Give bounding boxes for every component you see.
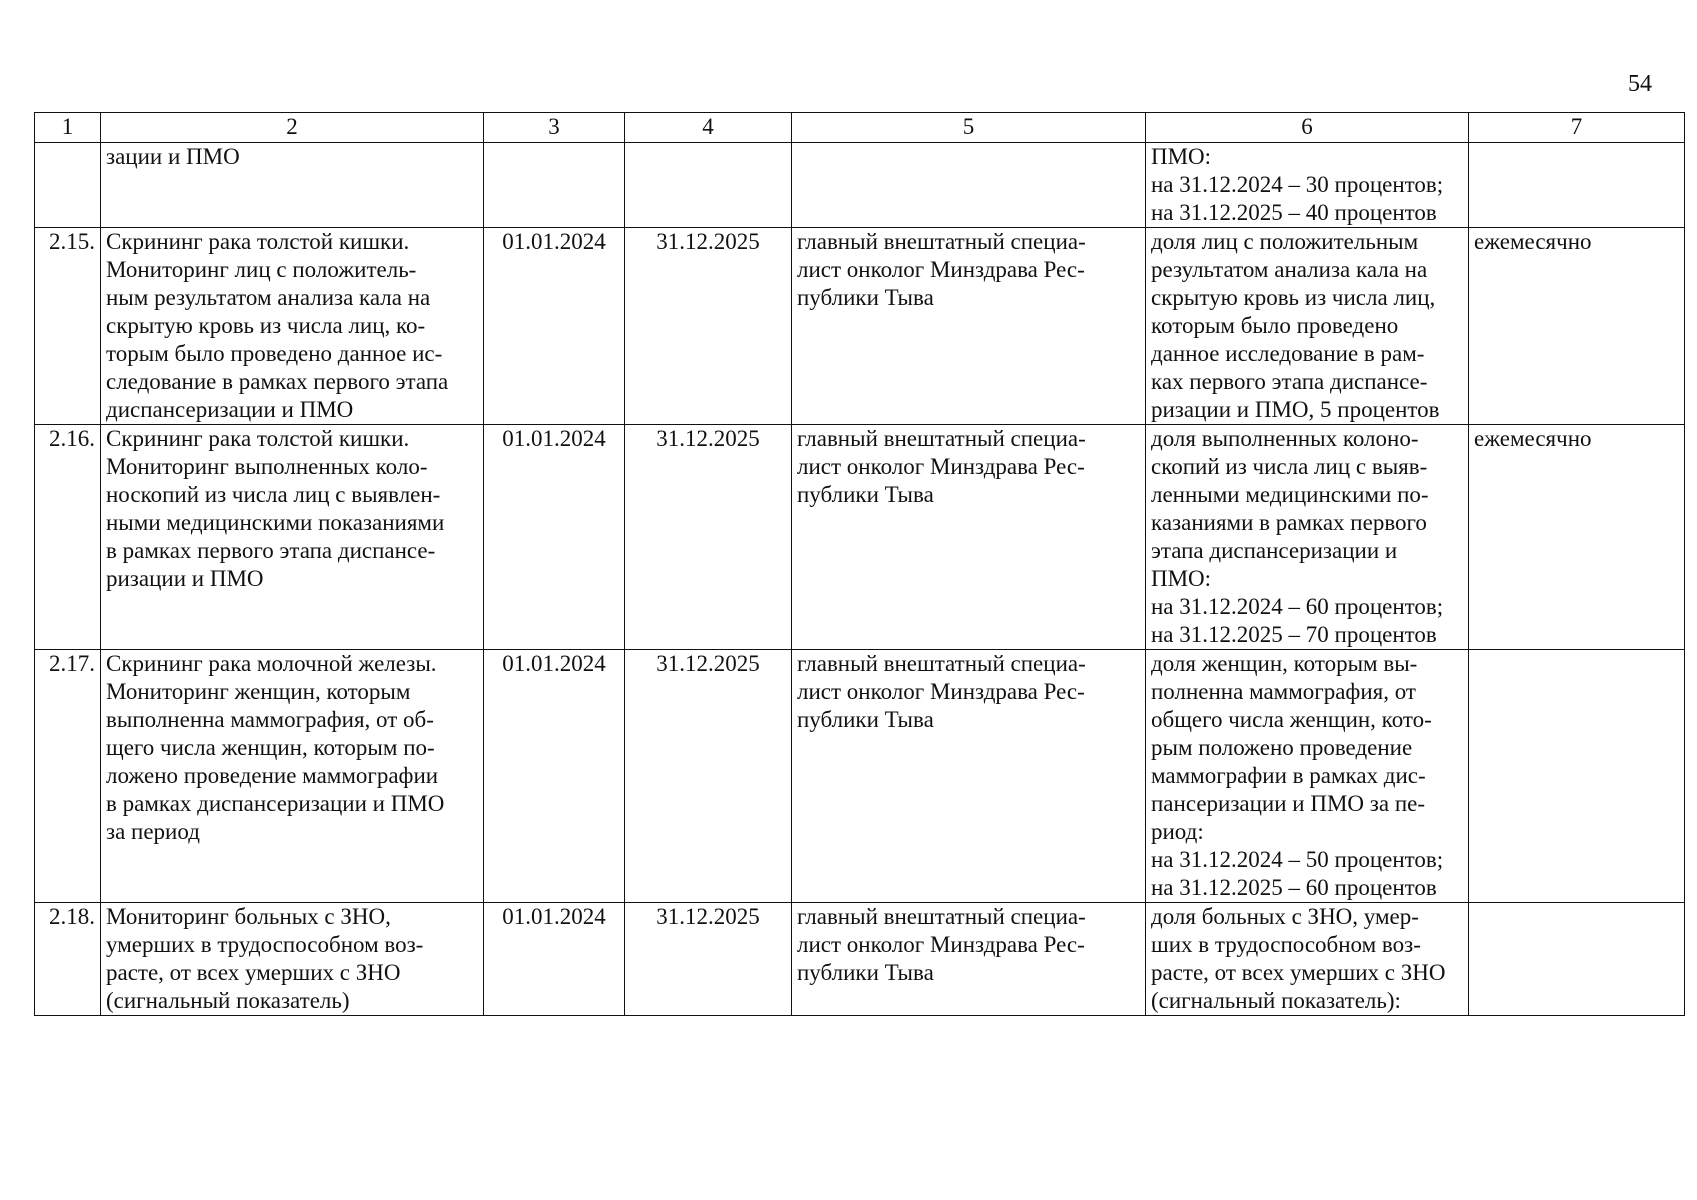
text-line: скрытую кровь из числа лиц, <box>1151 285 1436 310</box>
item-number-cell: 2.18. <box>35 903 101 1016</box>
frequency-cell <box>1469 650 1685 903</box>
item-number-cell: 2.17. <box>35 650 101 903</box>
text-line: доля женщин, которым вы- <box>1151 651 1418 676</box>
column-number-row <box>35 113 1685 143</box>
frequency-cell <box>1469 143 1685 228</box>
text-line: на 31.12.2025 – 70 процентов <box>1151 622 1437 647</box>
text-line: публики Тыва <box>797 285 934 310</box>
start-date-cell: 01.01.2024 <box>484 425 625 650</box>
text-line: ках первого этапа диспансе- <box>1151 369 1428 394</box>
text-line: ПМО: <box>1151 566 1212 591</box>
text-line: Мониторинг лиц с положитель- <box>106 257 417 282</box>
text-line: пансеризации и ПМО за пе- <box>1151 791 1426 816</box>
indicator-cell <box>1146 425 1469 650</box>
responsible-cell <box>792 650 1146 903</box>
text-line: главный внештатный специа- <box>797 229 1086 254</box>
description-cell <box>101 903 484 1016</box>
table-row <box>35 228 1685 425</box>
text-line: ложено проведение маммографии <box>106 763 439 788</box>
end-date-cell <box>625 143 792 228</box>
frequency-cell: ежемесячно <box>1469 228 1685 425</box>
text-line: выполненна маммография, от об- <box>106 707 434 732</box>
end-date-cell: 31.12.2025 <box>625 228 792 425</box>
text-line: публики Тыва <box>797 960 934 985</box>
responsible-cell <box>792 425 1146 650</box>
text-line: Мониторинг женщин, которым <box>106 679 411 704</box>
text-line: Мониторинг больных с ЗНО, <box>106 904 391 929</box>
text-line: расте, от всех умерших с ЗНО <box>1151 960 1446 985</box>
text-line: на 31.12.2024 – 60 процентов; <box>1151 594 1444 619</box>
description-cell <box>101 143 484 228</box>
table-body <box>35 143 1685 1016</box>
text-line: ризации и ПМО, 5 процентов <box>1151 397 1440 422</box>
text-line: ших в трудоспособном воз- <box>1151 932 1421 957</box>
text-line: носкопий из числа лиц с выявлен- <box>106 482 441 507</box>
text-line: Скрининг рака толстой кишки. <box>106 426 410 451</box>
text-line: главный внештатный специа- <box>797 426 1086 451</box>
text-line: на 31.12.2025 – 60 процентов <box>1151 875 1437 900</box>
table-row <box>35 425 1685 650</box>
text-line: главный внештатный специа- <box>797 651 1086 676</box>
text-line: расте, от всех умерших с ЗНО <box>106 960 401 985</box>
column-header: 1 <box>35 113 101 143</box>
text-line: риод: <box>1151 819 1204 844</box>
text-line: на 31.12.2024 – 50 процентов; <box>1151 847 1444 872</box>
text-line: зации и ПМО <box>106 144 240 169</box>
end-date-cell: 31.12.2025 <box>625 650 792 903</box>
text-line: в рамках первого этапа диспансе- <box>106 538 436 563</box>
text-line: рым положено проведение <box>1151 735 1413 760</box>
text-line: ризации и ПМО <box>106 566 264 591</box>
text-line: главный внештатный специа- <box>797 904 1086 929</box>
text-line: лист онколог Минздрава Рес- <box>797 454 1085 479</box>
text-line: торым было проведено данное ис- <box>106 341 443 366</box>
text-line: ными медицинскими показаниями <box>106 510 445 535</box>
text-line: ленными медицинскими по- <box>1151 482 1429 507</box>
responsible-cell <box>792 903 1146 1016</box>
item-number-cell: 2.16. <box>35 425 101 650</box>
end-date-cell: 31.12.2025 <box>625 903 792 1016</box>
start-date-cell: 01.01.2024 <box>484 650 625 903</box>
text-line: щего числа женщин, которым по- <box>106 735 435 760</box>
monitoring-table <box>34 112 1685 1016</box>
text-line: которым было проведено <box>1151 313 1399 338</box>
column-header: 7 <box>1469 113 1685 143</box>
text-line: публики Тыва <box>797 482 934 507</box>
text-line: доля больных с ЗНО, умер- <box>1151 904 1419 929</box>
column-header: 5 <box>792 113 1146 143</box>
table-row <box>35 650 1685 903</box>
description-cell <box>101 425 484 650</box>
text-line: (сигнальный показатель) <box>106 988 350 1013</box>
description-cell <box>101 228 484 425</box>
start-date-cell <box>484 143 625 228</box>
text-line: лист онколог Минздрава Рес- <box>797 257 1085 282</box>
start-date-cell: 01.01.2024 <box>484 903 625 1016</box>
item-number-cell <box>35 143 101 228</box>
text-line: скрытую кровь из числа лиц, ко- <box>106 313 426 338</box>
indicator-cell <box>1146 143 1469 228</box>
table-row <box>35 903 1685 1016</box>
responsible-cell <box>792 228 1146 425</box>
text-line: Мониторинг выполненных коло- <box>106 454 428 479</box>
text-line: Скрининг рака молочной железы. <box>106 651 437 676</box>
indicator-cell <box>1146 228 1469 425</box>
text-line: публики Тыва <box>797 707 934 732</box>
column-header: 2 <box>101 113 484 143</box>
indicator-cell <box>1146 903 1469 1016</box>
text-line: ПМО: <box>1151 144 1212 169</box>
frequency-cell: ежемесячно <box>1469 425 1685 650</box>
responsible-cell <box>792 143 1146 228</box>
text-line: на 31.12.2025 – 40 процентов <box>1151 200 1437 225</box>
text-line: маммографии в рамках дис- <box>1151 763 1426 788</box>
text-line: на 31.12.2024 – 30 процентов; <box>1151 172 1444 197</box>
text-line: ным результатом анализа кала на <box>106 285 431 310</box>
text-line: общего числа женщин, кото- <box>1151 707 1432 732</box>
text-line: за период <box>106 819 200 844</box>
indicator-cell <box>1146 650 1469 903</box>
text-line: полненна маммография, от <box>1151 679 1416 704</box>
table-row <box>35 143 1685 228</box>
description-cell <box>101 650 484 903</box>
text-line: казаниями в рамках первого <box>1151 510 1427 535</box>
end-date-cell: 31.12.2025 <box>625 425 792 650</box>
text-line: Скрининг рака толстой кишки. <box>106 229 410 254</box>
column-header: 3 <box>484 113 625 143</box>
text-line: этапа диспансеризации и <box>1151 538 1398 563</box>
text-line: в рамках диспансеризации и ПМО <box>106 791 445 816</box>
frequency-cell <box>1469 903 1685 1016</box>
text-line: доля лиц с положительным <box>1151 229 1419 254</box>
text-line: диспансеризации и ПМО <box>106 397 354 422</box>
column-header: 4 <box>625 113 792 143</box>
column-header: 6 <box>1146 113 1469 143</box>
text-line: следование в рамках первого этапа <box>106 369 449 394</box>
page-number: 54 <box>1628 71 1652 97</box>
start-date-cell: 01.01.2024 <box>484 228 625 425</box>
text-line: лист онколог Минздрава Рес- <box>797 679 1085 704</box>
text-line: лист онколог Минздрава Рес- <box>797 932 1085 957</box>
text-line: умерших в трудоспособном воз- <box>106 932 424 957</box>
text-line: (сигнальный показатель): <box>1151 988 1401 1013</box>
text-line: результатом анализа кала на <box>1151 257 1428 282</box>
text-line: скопий из числа лиц с выяв- <box>1151 454 1428 479</box>
text-line: данное исследование в рам- <box>1151 341 1425 366</box>
item-number-cell: 2.15. <box>35 228 101 425</box>
text-line: доля выполненных колоно- <box>1151 426 1419 451</box>
